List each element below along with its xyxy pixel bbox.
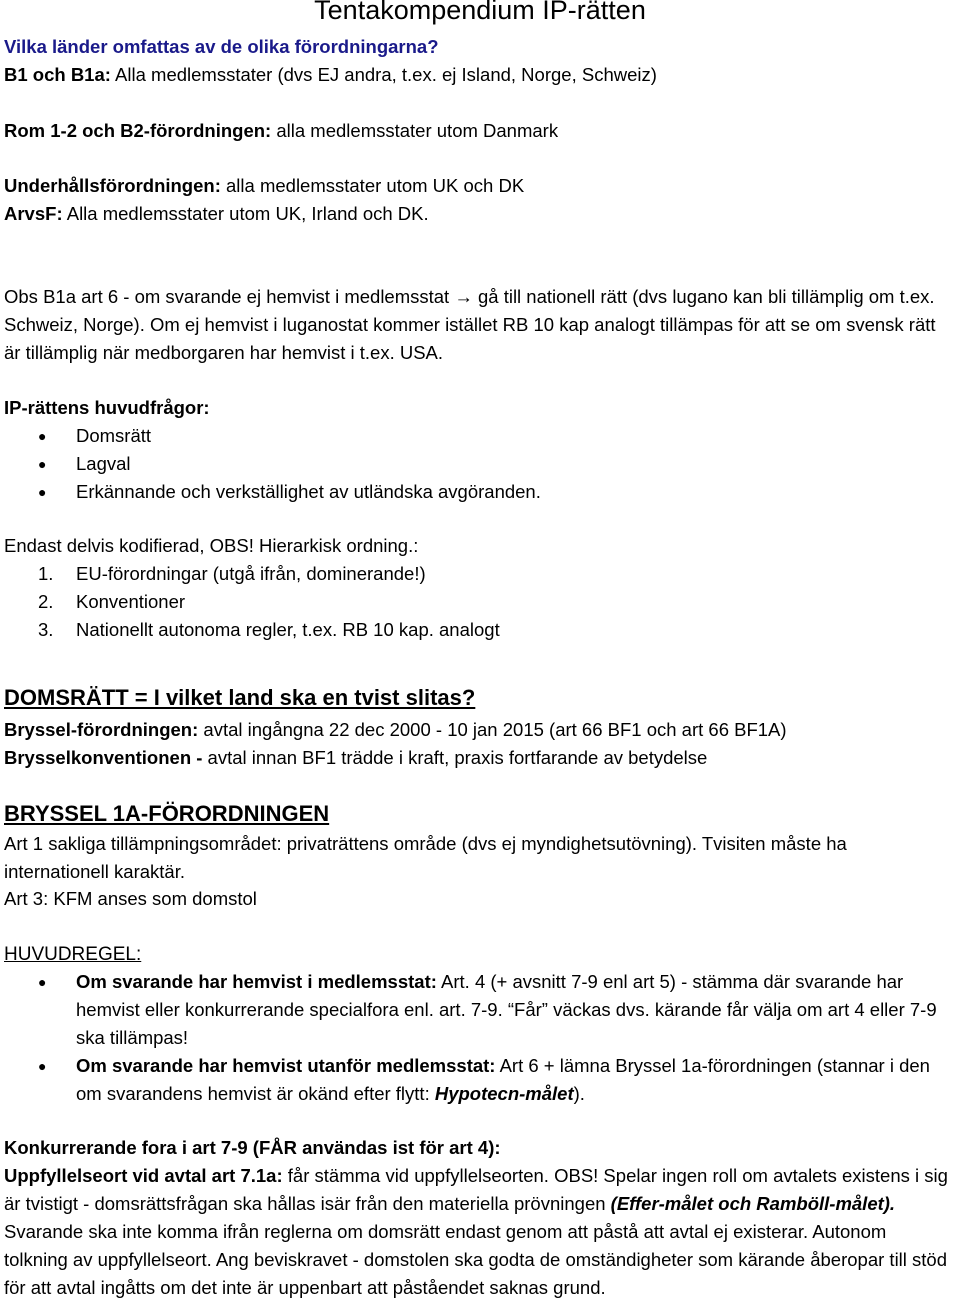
list-item-text: Konventioner bbox=[76, 591, 186, 612]
obs-text-start: Obs B1a art 6 - om svarande ej hemvist i medlemsstat bbox=[4, 286, 455, 307]
brysselkonventionen-line bbox=[4, 744, 960, 772]
uppfyllelseort-text: får stämma vid uppfyllelseorten. OBS! Spelar ingen roll om avtalets existens i sig är tvistigt - domsrättsfrågan ska hållas isär från den materiella prövningen bbox=[4, 1165, 948, 1214]
list-item-text: Nationellt autonoma regler, t.ex. RB 10 kap. analogt bbox=[76, 619, 500, 640]
case-name: Hypotecn-målet bbox=[434, 1083, 574, 1104]
list-item bbox=[4, 478, 960, 506]
uppfyllelseort-paragraph bbox=[4, 1162, 950, 1302]
rule-text: Art. 4 (+ avsnitt 7-9 enl art 5) - stämma där svarande har hemvist eller konkurrerande specialfora enl. art. 7-9. “Får” väckas dvs. kärande får välja om art 4 eller 7-9 ska tillämpas! bbox=[76, 971, 937, 1048]
kodifierad-line: Endast delvis kodifierad, OBS! Hierarkisk ordning.: bbox=[4, 535, 419, 556]
scope-label: B1 och B1a: bbox=[4, 64, 111, 85]
bryssel-label: Bryssel-förordningen: bbox=[4, 719, 199, 740]
list-item bbox=[4, 560, 960, 588]
bryssel-text: avtal innan BF1 trädde i kraft, praxis fortfarande av betydelse bbox=[202, 747, 708, 768]
question-heading: Vilka länder omfattas av de olika förordningarna? bbox=[4, 36, 439, 57]
bryssel-forordningen-line bbox=[4, 716, 960, 744]
scope-text: Alla medlemsstater utom UK, Irland och DK. bbox=[62, 203, 429, 224]
obs-paragraph bbox=[4, 283, 944, 367]
list-item bbox=[4, 968, 960, 1052]
list-number: 2. bbox=[38, 591, 54, 612]
document-title: Tentakompendium IP-rätten bbox=[314, 0, 646, 25]
bullet-icon: ● bbox=[38, 974, 47, 990]
list-item bbox=[4, 422, 960, 450]
konkurrerande-heading bbox=[4, 1134, 960, 1162]
scope-label: ArvsF: bbox=[4, 203, 63, 224]
ip-questions-heading bbox=[4, 394, 960, 422]
list-item-text: Lagval bbox=[76, 453, 131, 474]
list-item bbox=[4, 616, 960, 644]
scope-text: alla medlemsstater utom Danmark bbox=[271, 120, 559, 141]
ip-questions-list bbox=[4, 422, 960, 506]
case-name: (Effer-målet och Ramböll-målet). bbox=[610, 1193, 896, 1214]
uppfyllelseort-text-2: Svarande ska inte komma ifrån reglerna om domsrätt endast genom att påstå att avtal ej existerar. Autonom tolkning av uppfyllelseort. Ang beviskravet - domstolen ska godta de omständigheter som kärande åberopar till stöd för att avtal ingåtts om det inte är uppenbart att påståendet saknas grund. bbox=[4, 1221, 948, 1298]
bryssel-text: avtal ingångna 22 dec 2000 - 10 jan 2015 (art 66 BF1 och art 66 BF1A) bbox=[198, 719, 787, 740]
scope-line-arvs bbox=[4, 200, 960, 228]
bullet-icon: ● bbox=[38, 484, 47, 500]
rule-label: Om svarande har hemvist i medlemsstat: bbox=[76, 971, 437, 992]
scope-line-b1 bbox=[4, 61, 960, 89]
list-item bbox=[4, 588, 960, 616]
art3-line: Art 3: KFM anses som domstol bbox=[4, 888, 257, 909]
ip-heading-text: IP-rättens huvudfrågor: bbox=[4, 397, 210, 418]
bryssel1a-heading: BRYSSEL 1A-FÖRORDNINGEN bbox=[4, 801, 330, 826]
list-item-text: Domsrätt bbox=[76, 425, 152, 446]
scope-label: Rom 1-2 och B2-förordningen: bbox=[4, 120, 272, 141]
domsratt-heading: DOMSRÄTT = I vilket land ska en tvist slitas? bbox=[4, 685, 476, 710]
rule-text-end: ). bbox=[573, 1083, 585, 1104]
huvudregel-heading: HUVUDREGEL: bbox=[4, 944, 142, 965]
list-item bbox=[4, 1052, 960, 1108]
rule-text: Art 6 + lämna Bryssel 1a-förordningen (stannar i den om svarandens hemvist är okänd efter flytt: bbox=[76, 1055, 930, 1104]
scope-text: Alla medlemsstater (dvs EJ andra, t.ex. ej Island, Norge, Schweiz) bbox=[110, 64, 657, 85]
scope-text: alla medlemsstater utom UK och DK bbox=[220, 175, 525, 196]
list-item-text: EU-förordningar (utgå ifrån, dominerande!) bbox=[76, 563, 426, 584]
list-number: 3. bbox=[38, 619, 54, 640]
bullet-icon: ● bbox=[38, 1058, 47, 1074]
uppfyllelseort-label: Uppfyllelseort vid avtal art 7.1a: bbox=[4, 1165, 283, 1186]
huvudregel-list bbox=[4, 968, 960, 1108]
bryssel-label: Brysselkonventionen - bbox=[4, 747, 203, 768]
art1-paragraph: Art 1 sakliga tillämpningsområdet: privaträttens område (dvs ej myndighetsutövning). Tvisiten måste ha internationell karaktär. bbox=[4, 833, 847, 882]
list-number: 1. bbox=[38, 563, 54, 584]
list-item bbox=[4, 450, 960, 478]
list-item-text: Erkännande och verkställighet av utländska avgöranden. bbox=[76, 481, 541, 502]
rule-label: Om svarande har hemvist utanför medlemsstat: bbox=[76, 1055, 496, 1076]
scope-line-underhall bbox=[4, 172, 960, 200]
scope-line-rom bbox=[4, 117, 960, 145]
bullet-icon: ● bbox=[38, 428, 47, 444]
hierarchy-list bbox=[4, 560, 960, 644]
obs-text-end: gå till nationell rätt (dvs lugano kan bli tillämplig om t.ex. Schweiz, Norge). Om ej hemvist i luganostat kommer istället RB 10 kap analogt tillämpas för att se om svensk rätt är tillämplig när medborgaren har hemvist i t.ex. USA. bbox=[4, 286, 936, 363]
arrow-icon: → bbox=[454, 286, 473, 307]
scope-label: Underhållsförordningen: bbox=[4, 175, 221, 196]
bullet-icon: ● bbox=[38, 456, 47, 472]
konkurrerande-heading-text: Konkurrerande fora i art 7-9 (FÅR användas ist för art 4): bbox=[4, 1137, 501, 1158]
